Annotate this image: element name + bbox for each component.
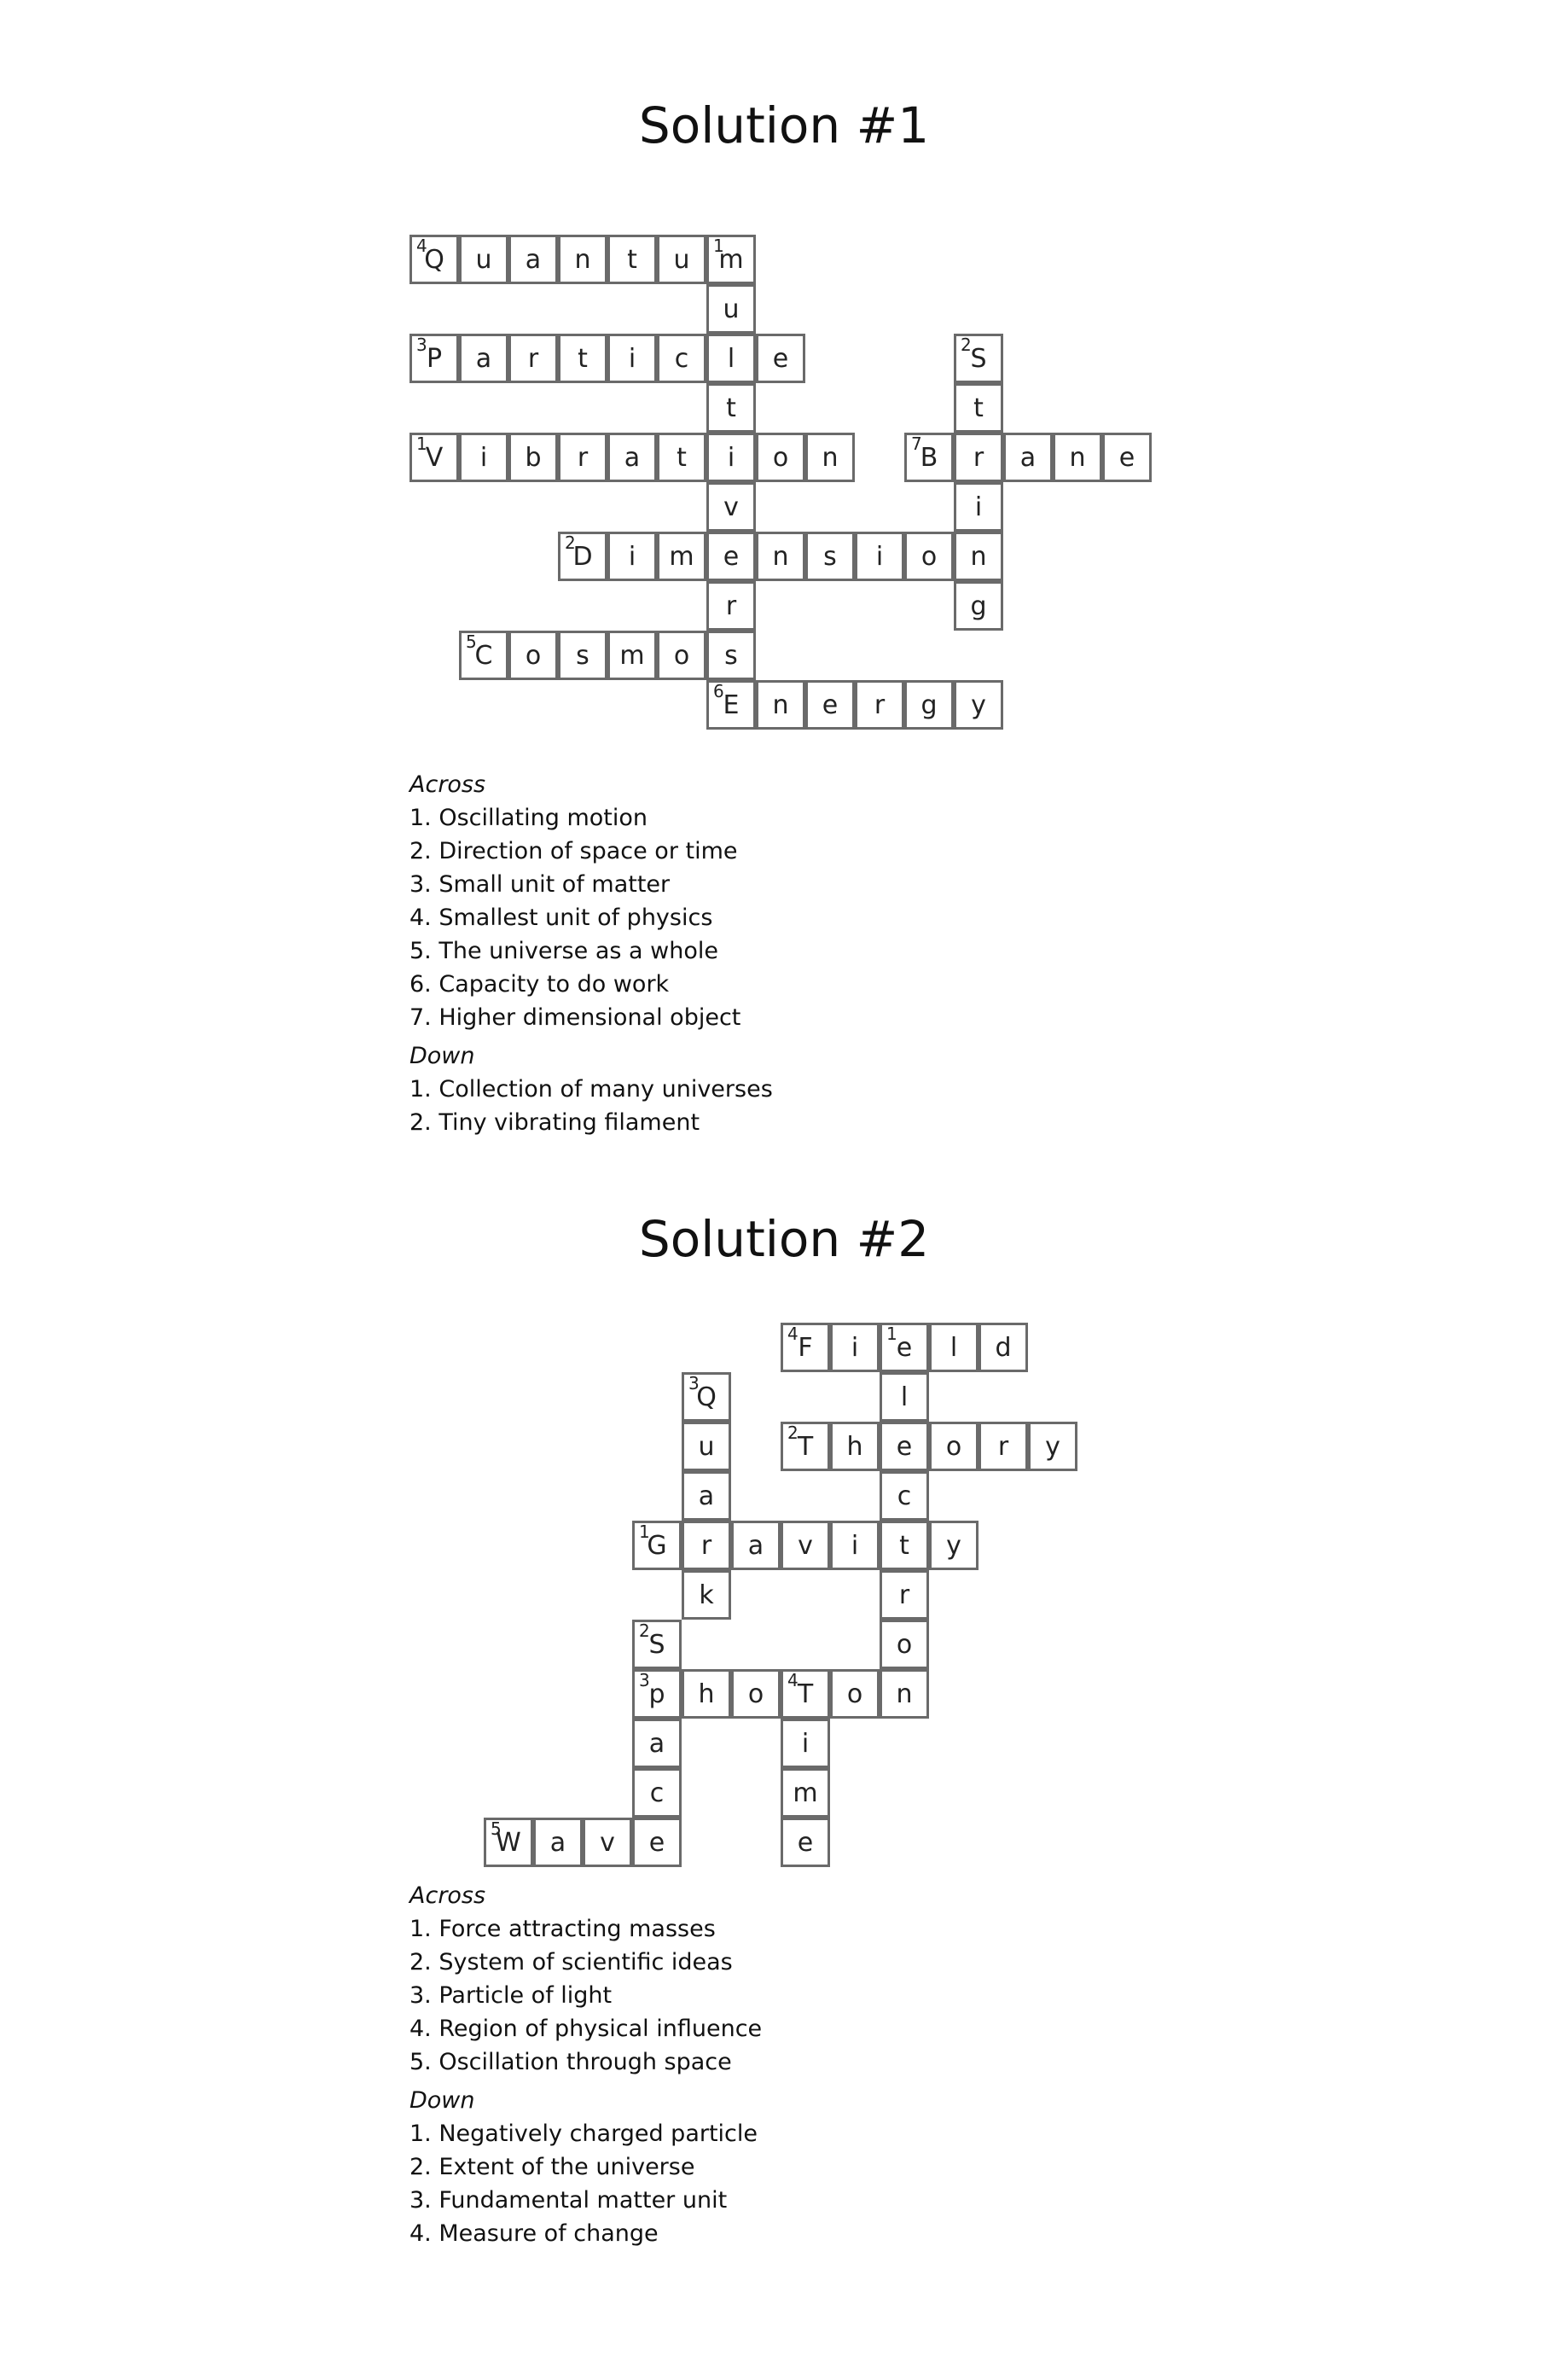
cell-letter: a: [648, 1728, 665, 1759]
crossword-cell: [979, 1422, 1028, 1471]
crossword-cell: [409, 433, 459, 482]
crossword-cell: [682, 1669, 731, 1719]
crossword-cell: [632, 1719, 682, 1768]
clue-number: 5: [466, 631, 477, 652]
crossword-cell: [781, 1719, 830, 1768]
crossword-cell: [459, 334, 508, 383]
crossword-cell: [632, 1669, 682, 1719]
down-heading: Down: [409, 2087, 475, 2114]
across-clue: 5. Oscillation through space: [409, 2049, 732, 2075]
across-clue: 7. Higher dimensional object: [409, 1004, 741, 1031]
crossword-cell: [508, 631, 558, 680]
crossword-cell: [484, 1818, 533, 1867]
cell-letter: b: [525, 442, 542, 473]
clue-number: 1: [713, 236, 724, 256]
crossword-cell: [880, 1669, 929, 1719]
across-clue: 6. Capacity to do work: [409, 971, 670, 998]
cell-letter: g: [970, 591, 987, 621]
cell-letter: t: [578, 343, 588, 374]
crossword-cell: [904, 532, 954, 581]
crossword-cell: [558, 433, 607, 482]
solution-1-clues: [409, 768, 1263, 1139]
crossword-cell: [508, 334, 558, 383]
cell-letter: r: [577, 442, 589, 473]
cell-letter: W: [496, 1827, 521, 1858]
crossword-cell: [607, 631, 657, 680]
cell-letter: m: [619, 640, 645, 671]
cell-letter: v: [798, 1530, 813, 1561]
cell-letter: n: [772, 541, 789, 572]
crossword-cell: [706, 383, 756, 433]
cell-letter: i: [875, 541, 884, 572]
cell-letter: S: [648, 1629, 665, 1660]
cell-letter: a: [1019, 442, 1037, 473]
crossword-cell: [632, 1818, 682, 1867]
crossword-cell: [409, 334, 459, 383]
crossword-cell: [459, 235, 508, 284]
crossword-cell: [756, 532, 805, 581]
cell-letter: B: [920, 442, 938, 473]
cell-letter: a: [747, 1530, 764, 1561]
cell-letter: r: [700, 1530, 712, 1561]
crossword-cell: [706, 482, 756, 532]
cell-letter: p: [648, 1679, 665, 1709]
crossword-cell: [706, 680, 756, 730]
crossword-cell: [830, 1669, 880, 1719]
cell-letter: c: [649, 1777, 665, 1808]
cell-letter: o: [896, 1629, 913, 1660]
cell-letter: o: [525, 640, 542, 671]
cell-letter: r: [874, 689, 886, 720]
crossword-cell: [830, 1323, 880, 1372]
crossword-cell: [880, 1372, 929, 1422]
across-clue: 3. Small unit of matter: [409, 871, 671, 898]
crossword-cell: [706, 581, 756, 631]
cell-letter: E: [723, 689, 740, 720]
cell-letter: o: [673, 640, 690, 671]
cell-letter: s: [576, 640, 589, 671]
cell-letter: e: [772, 343, 789, 374]
clue-number: 4: [787, 1670, 799, 1690]
crossword-cell: [954, 680, 1003, 730]
cell-letter: m: [718, 244, 744, 275]
crossword-cell: [508, 235, 558, 284]
crossword-cell: [954, 482, 1003, 532]
cell-letter: i: [801, 1728, 810, 1759]
crossword-cell: [805, 532, 855, 581]
crossword-cell: [781, 1669, 830, 1719]
crossword-cell: [1102, 433, 1152, 482]
clue-number: 1: [886, 1324, 897, 1344]
crossword-cell: [929, 1422, 979, 1471]
crossword-cell: [756, 334, 805, 383]
cell-letter: u: [475, 244, 492, 275]
crossword-cell: [706, 334, 756, 383]
cell-letter: o: [846, 1679, 863, 1709]
down-clue-list: [409, 1073, 1263, 1139]
cell-letter: o: [747, 1679, 764, 1709]
cell-letter: a: [698, 1481, 715, 1511]
solution-2-clues: [409, 1879, 1263, 2250]
cell-letter: n: [896, 1679, 913, 1709]
crossword-cell: [756, 680, 805, 730]
crossword-cell: [706, 532, 756, 581]
crossword-cell: [657, 631, 706, 680]
cell-letter: i: [851, 1530, 859, 1561]
cell-letter: m: [793, 1777, 818, 1808]
down-clue: 2. Tiny vibrating filament: [409, 1109, 700, 1136]
crossword-cell: [1053, 433, 1102, 482]
crossword-cell: [954, 433, 1003, 482]
crossword-cell: [632, 1620, 682, 1669]
cell-letter: P: [426, 343, 443, 374]
crossword-cell: [781, 1422, 830, 1471]
crossword-cell: [830, 1521, 880, 1570]
cell-letter: t: [677, 442, 687, 473]
crossword-cell: [657, 532, 706, 581]
crossword-cell: [904, 433, 954, 482]
crossword-cell: [731, 1669, 781, 1719]
across-clue: 1. Oscillating motion: [409, 805, 648, 831]
clue-number: 2: [565, 532, 576, 553]
crossword-cell: [929, 1323, 979, 1372]
cell-letter: a: [624, 442, 641, 473]
crossword-cell: [682, 1521, 731, 1570]
crossword-cell: [657, 334, 706, 383]
crossword-cell: [682, 1471, 731, 1521]
clue-number: 1: [639, 1521, 650, 1542]
cell-letter: i: [628, 541, 636, 572]
cell-letter: e: [1118, 442, 1135, 473]
cell-letter: D: [572, 541, 593, 572]
crossword-cell: [558, 631, 607, 680]
crossword-cell: [607, 532, 657, 581]
cell-letter: F: [798, 1332, 813, 1363]
crossword-cell: [409, 235, 459, 284]
crossword-cell: [558, 532, 607, 581]
across-clue: 4. Smallest unit of physics: [409, 905, 713, 931]
cell-letter: t: [726, 393, 736, 423]
crossword-cell: [731, 1521, 781, 1570]
cell-letter: r: [973, 442, 984, 473]
clue-number: 2: [961, 335, 972, 355]
clue-number: 3: [639, 1670, 650, 1690]
cell-letter: l: [900, 1382, 909, 1412]
crossword-cell: [880, 1471, 929, 1521]
crossword-cell: [904, 680, 954, 730]
clue-number: 1: [416, 433, 427, 454]
cell-letter: n: [1069, 442, 1086, 473]
clue-number: 2: [639, 1620, 650, 1641]
solution-1-title: Solution #1: [638, 96, 930, 154]
crossword-cell: [929, 1521, 979, 1570]
crossword-cell: [880, 1620, 929, 1669]
cell-letter: T: [797, 1431, 814, 1462]
cell-letter: G: [647, 1530, 667, 1561]
down-clue: 4. Measure of change: [409, 2220, 659, 2247]
crossword-cell: [880, 1521, 929, 1570]
crossword-cell: [830, 1422, 880, 1471]
across-clue: 3. Particle of light: [409, 1982, 613, 2009]
crossword-cell: [706, 235, 756, 284]
down-clue: 1. Collection of many universes: [409, 1076, 773, 1103]
cell-letter: s: [823, 541, 837, 572]
crossword-cell: [781, 1521, 830, 1570]
cell-letter: u: [723, 294, 740, 324]
crossword-cell: [607, 334, 657, 383]
cell-letter: S: [970, 343, 987, 374]
down-clue: 2. Extent of the universe: [409, 2154, 695, 2180]
cell-letter: t: [899, 1530, 909, 1561]
crossword-cell: [459, 433, 508, 482]
crossword-cell: [706, 631, 756, 680]
down-heading: Down: [409, 1043, 475, 1069]
crossword-cell: [706, 284, 756, 334]
cell-letter: s: [724, 640, 738, 671]
cell-letter: a: [475, 343, 492, 374]
cell-letter: Q: [424, 244, 444, 275]
crossword-cell: [533, 1818, 583, 1867]
across-clue: 5. The universe as a whole: [409, 938, 718, 964]
crossword-cell: [781, 1768, 830, 1818]
crossword-cell: [880, 1570, 929, 1620]
cell-letter: c: [897, 1481, 912, 1511]
cell-letter: i: [851, 1332, 859, 1363]
cell-letter: v: [723, 492, 739, 522]
clue-number: 7: [911, 433, 922, 454]
across-clue: 4. Region of physical influence: [409, 2016, 763, 2042]
crossword-cell: [682, 1422, 731, 1471]
crossword-cell: [855, 680, 904, 730]
crossword-cell: [954, 581, 1003, 631]
crossword-cell: [954, 532, 1003, 581]
crossword-cell: [954, 334, 1003, 383]
crossword-cell: [583, 1818, 632, 1867]
crossword-cell: [607, 235, 657, 284]
crossword-cell: [682, 1570, 731, 1620]
down-clue: 3. Fundamental matter unit: [409, 2187, 728, 2214]
clue-number: 3: [416, 335, 427, 355]
crossword-cell: [805, 680, 855, 730]
clue-number: 4: [787, 1324, 799, 1344]
cell-letter: k: [699, 1580, 714, 1610]
cell-letter: r: [898, 1580, 910, 1610]
cell-letter: C: [474, 640, 493, 671]
cell-letter: y: [971, 689, 986, 720]
cell-letter: u: [698, 1431, 715, 1462]
crossword-cell: [459, 631, 508, 680]
cell-letter: n: [574, 244, 591, 275]
cell-letter: g: [920, 689, 938, 720]
crossword-cell: [607, 433, 657, 482]
cell-letter: e: [648, 1827, 665, 1858]
cell-letter: y: [1045, 1431, 1060, 1462]
cell-letter: r: [997, 1431, 1009, 1462]
cell-letter: a: [549, 1827, 566, 1858]
crossword-cell: [805, 433, 855, 482]
down-clue: 1. Negatively charged particle: [409, 2121, 758, 2147]
across-clue-list: [409, 1912, 1263, 2079]
cell-letter: Q: [696, 1382, 717, 1412]
cell-letter: e: [723, 541, 740, 572]
clue-number: 3: [688, 1373, 700, 1393]
clue-number: 2: [787, 1423, 799, 1443]
clue-number: 4: [416, 236, 427, 256]
across-clue-list: [409, 801, 1263, 1034]
crossword-cell: [954, 383, 1003, 433]
cell-letter: i: [727, 442, 735, 473]
crossword-cell: [632, 1768, 682, 1818]
cell-letter: T: [797, 1679, 814, 1709]
cell-letter: l: [727, 343, 735, 374]
cell-letter: o: [945, 1431, 962, 1462]
across-clue: 2. Direction of space or time: [409, 838, 738, 864]
crossword-cell: [682, 1372, 731, 1422]
cell-letter: t: [627, 244, 637, 275]
crossword-cell: [558, 334, 607, 383]
cell-letter: u: [673, 244, 690, 275]
crossword-cell: [706, 433, 756, 482]
cell-letter: r: [527, 343, 539, 374]
crossword-cell: [558, 235, 607, 284]
crossword-cell: [1003, 433, 1053, 482]
cell-letter: d: [995, 1332, 1012, 1363]
cell-letter: t: [973, 393, 984, 423]
cell-letter: c: [674, 343, 689, 374]
cell-letter: e: [822, 689, 839, 720]
cell-letter: V: [425, 442, 444, 473]
solution-2-title: Solution #2: [638, 1210, 930, 1268]
crossword-cell: [657, 235, 706, 284]
cell-letter: o: [920, 541, 938, 572]
cell-letter: e: [896, 1431, 913, 1462]
crossword-cell: [508, 433, 558, 482]
across-clue: 2. System of scientific ideas: [409, 1949, 733, 1975]
crossword-cell: [781, 1323, 830, 1372]
clue-number: 5: [491, 1818, 502, 1839]
crossword-cell: [781, 1818, 830, 1867]
across-heading: Across: [409, 771, 486, 798]
cell-letter: r: [725, 591, 737, 621]
crossword-cell: [979, 1323, 1028, 1372]
cell-letter: h: [846, 1431, 863, 1462]
crossword-cell: [855, 532, 904, 581]
cell-letter: n: [772, 689, 789, 720]
across-heading: Across: [409, 1882, 486, 1909]
crossword-cell: [880, 1422, 929, 1471]
cell-letter: y: [946, 1530, 961, 1561]
cell-letter: v: [600, 1827, 615, 1858]
crossword-cell: [880, 1323, 929, 1372]
crossword-cell: [756, 433, 805, 482]
clue-number: 6: [713, 681, 724, 701]
down-clue-list: [409, 2117, 1263, 2250]
cell-letter: l: [950, 1332, 958, 1363]
crossword-cell: [657, 433, 706, 482]
cell-letter: i: [628, 343, 636, 374]
cell-letter: i: [974, 492, 983, 522]
across-clue: 1. Force attracting masses: [409, 1916, 716, 1942]
cell-letter: n: [970, 541, 987, 572]
crossword-cell: [632, 1521, 682, 1570]
cell-letter: m: [669, 541, 694, 572]
cell-letter: e: [896, 1332, 913, 1363]
cell-letter: o: [772, 442, 789, 473]
cell-letter: e: [797, 1827, 814, 1858]
crossword-cell: [1028, 1422, 1077, 1471]
cell-letter: n: [822, 442, 839, 473]
cell-letter: a: [525, 244, 542, 275]
cell-letter: h: [698, 1679, 715, 1709]
cell-letter: i: [479, 442, 488, 473]
